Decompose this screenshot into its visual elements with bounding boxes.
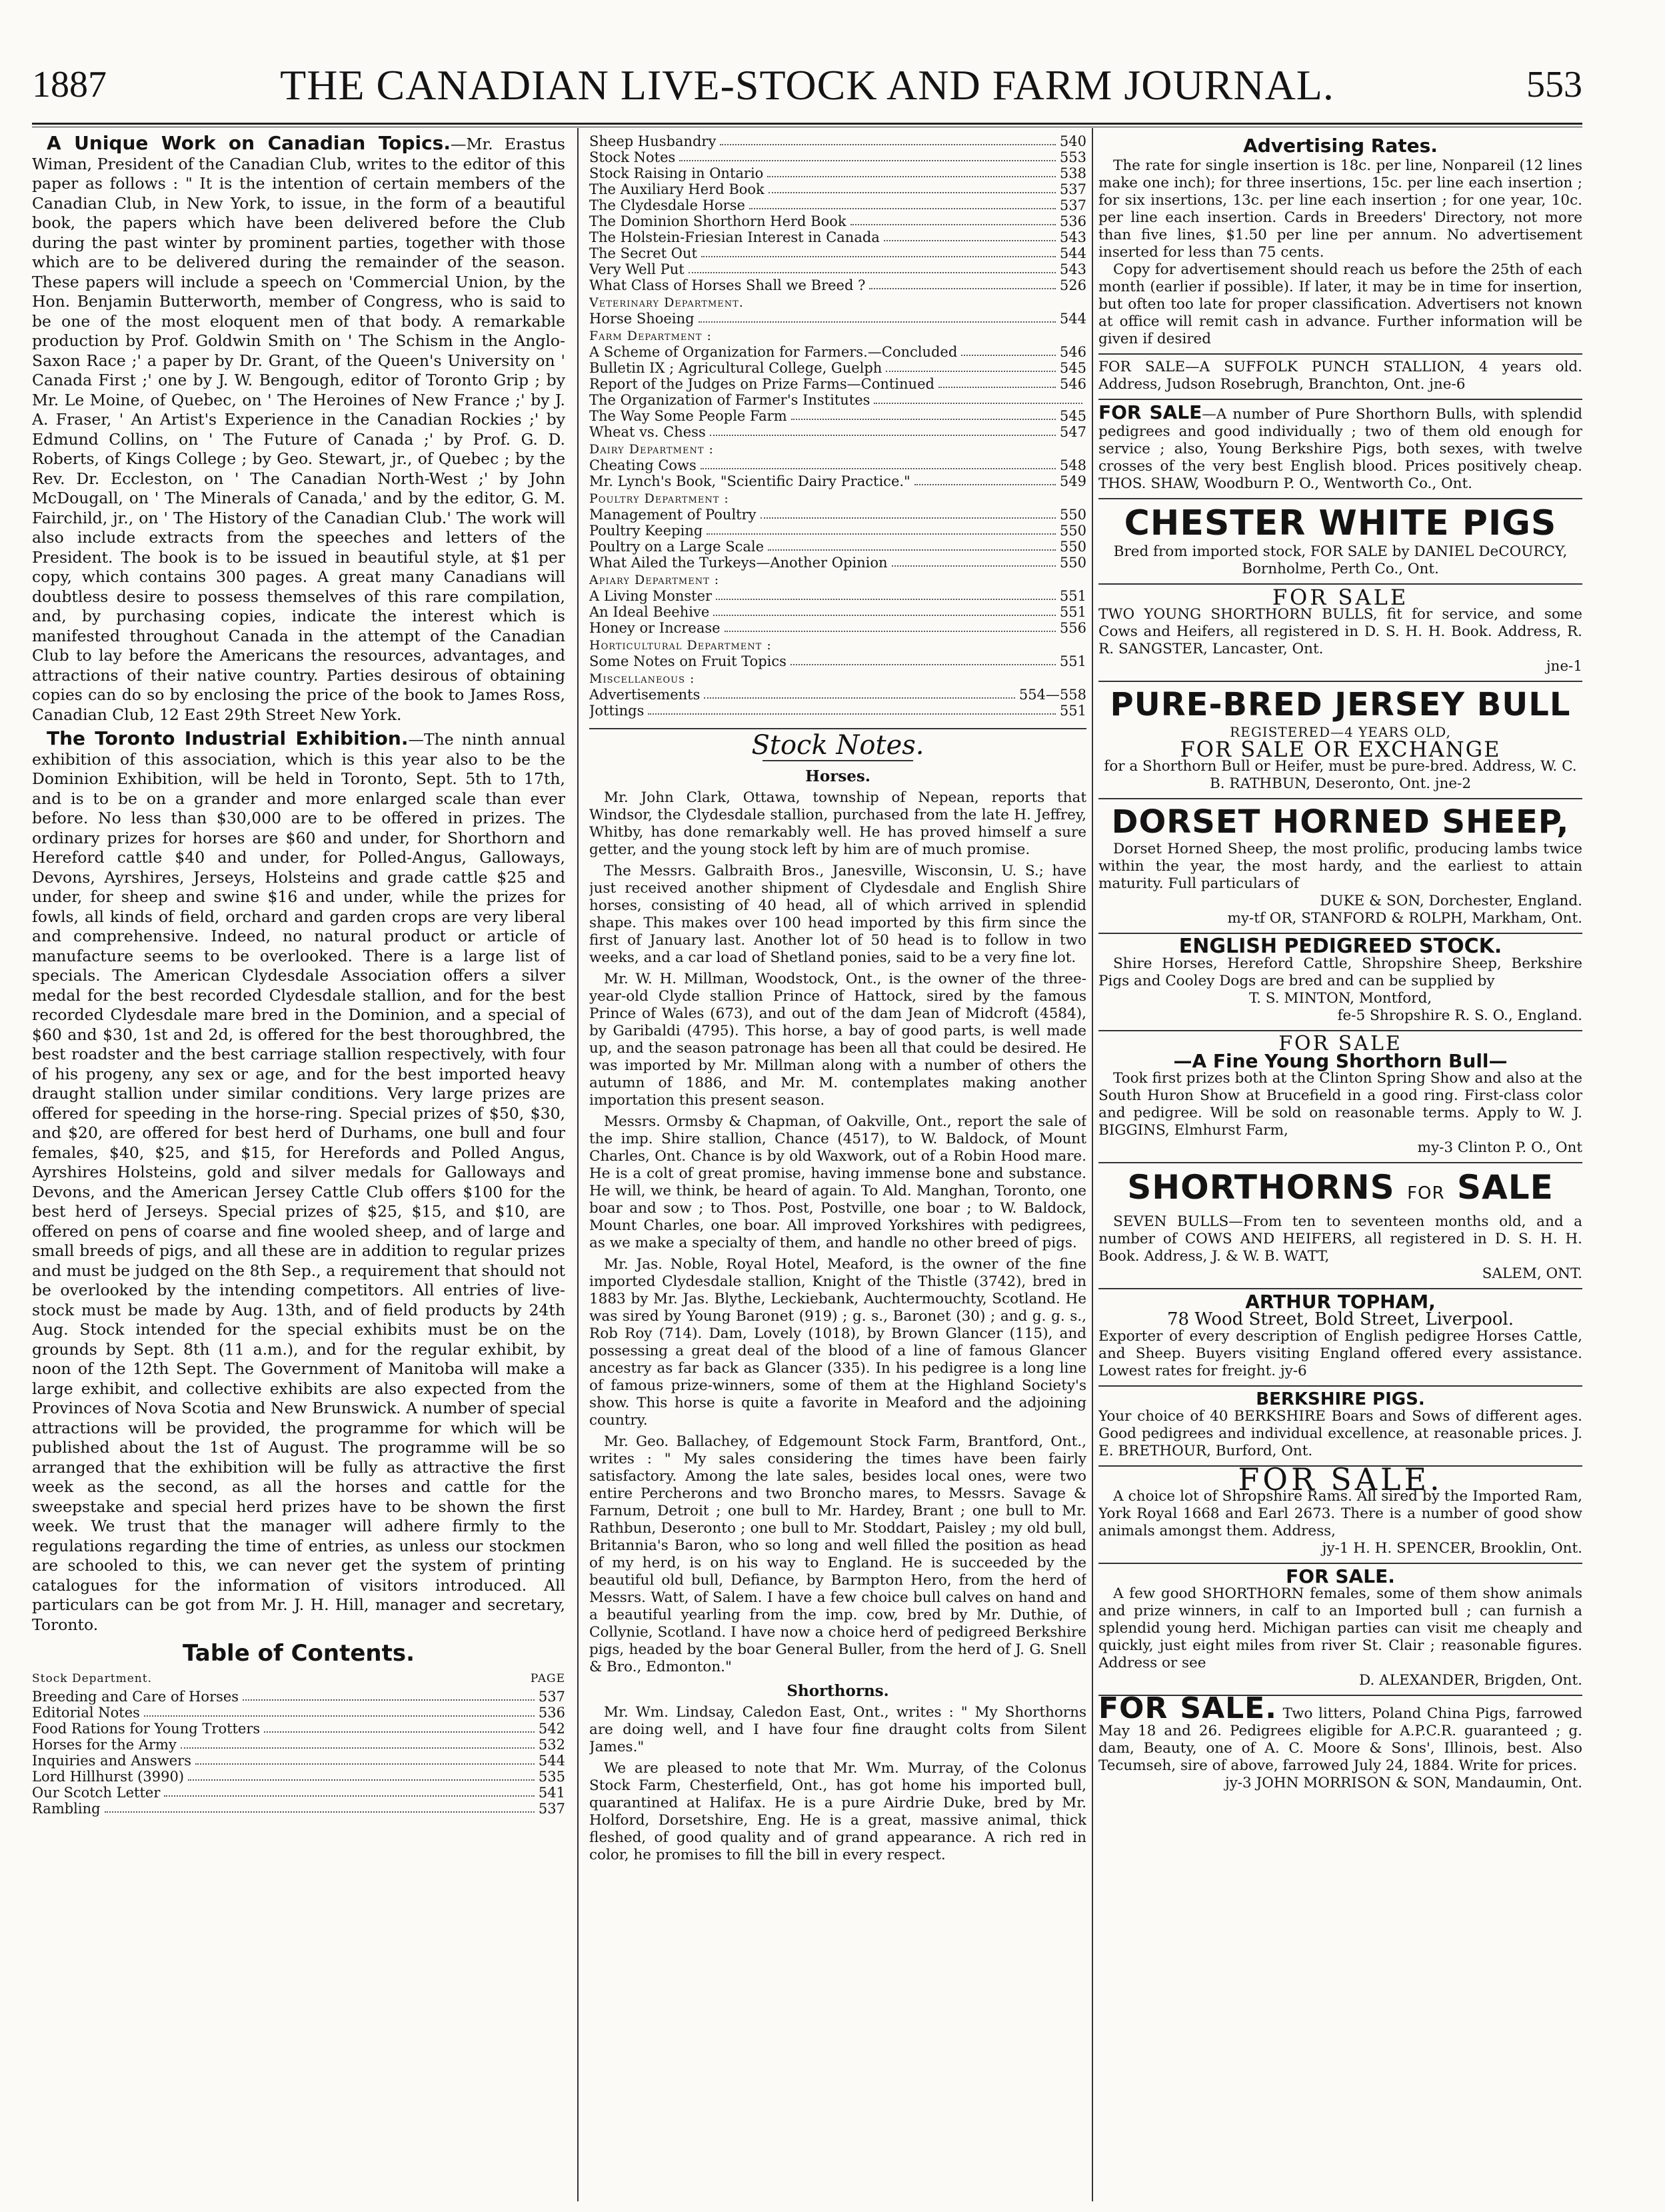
toc-entry-title: A Scheme of Organization for Farmers.—Concluded bbox=[589, 344, 958, 360]
toc-entry bbox=[589, 523, 1086, 539]
toc-leader-dots bbox=[938, 376, 1056, 388]
toc-leader-dots bbox=[701, 245, 1056, 257]
ad-title: FOR SALE bbox=[1098, 401, 1202, 423]
ad-fine-shorthorn-bull bbox=[1098, 1031, 1582, 1163]
toc-entry-title: Sheep Husbandry bbox=[589, 133, 717, 149]
toc-leader-dots bbox=[648, 703, 1056, 715]
toc-entry-page: 551 bbox=[1059, 653, 1086, 669]
toc-list bbox=[589, 133, 1086, 293]
ad-title: ENGLISH PEDIGREED STOCK. bbox=[1178, 935, 1502, 958]
article-body: —Mr. Erastus Wiman, President of the Canadian Club, writes to the editor of this paper as follows : " It is the intention of certain members of the Canadian Club, in New York, to issue, in the form of a beautiful book, the papers which have been delivered before the Club during the past winter by prominent parties, together with those which are to be delivered during the remainder of the season. These papers will include a speech on 'Commercial Union, by the Hon. Benjamin Butterworth, member of Congress, who is said to be one of the most eloquent men of that body. A remarkable production by Prof. Goldwin Smith on ' The Schism in the Anglo-Saxon Race ;' a paper by Dr. Grant, of the Queen's University on ' Canada First ;' one by J. W. Bengough, editor of Toronto Grip ; by Mr. Le Moine, of Quebec, on ' The Heroines of New France ;' by J. A. Fraser, ' An Artist's Experience in the Canadian Rockies ;' by Edmund Collins, on ' The Future of Canada ;' by Prof. G. D. Roberts, of Kings College ; by Geo. Stewart, jr., of Quebec ; by the Rev. Dr. Eccleston, on ' The Canadian North-West ;' by John McDougall, on ' The Minerals of Canada,' and by the editor, G. M. Fairchild, jr., on ' The History of the Canadian Club.' The work will also include extracts from the speeches and letters of the President. The book is to be issued in beautiful style, at $1 per copy, which contains 300 pages. A great many Canadians will doubtless desire to possess themselves of this rare compilation, and, by purchasing copies, indicate the interest which is manifested throughout Canada in the attempt of the Canadian Club to lay before the Americans the resources, advantages, and attractions of their native country. Parties desirous of obtaining copies can do so by enclosing the price of the book to James Ross, Canadian Club, 12 East 29th Street New York. bbox=[32, 135, 565, 724]
toc-entry bbox=[589, 539, 1086, 555]
toc-leader-dots bbox=[704, 687, 1014, 699]
toc-entry bbox=[32, 1721, 565, 1737]
toc-category: Stock Department. bbox=[32, 1671, 152, 1685]
toc-entry-title: What Class of Horses Shall we Breed ? bbox=[589, 277, 866, 293]
column-left bbox=[32, 133, 565, 1817]
toc-entry-page: 538 bbox=[1059, 165, 1086, 181]
ad-english-pedigreed-stock bbox=[1098, 934, 1582, 1031]
toc-entry bbox=[32, 1801, 565, 1817]
toc-leader-dots bbox=[716, 588, 1056, 600]
toc-entry-title: Horse Shoeing bbox=[589, 311, 695, 327]
toc-category: Poultry Department : bbox=[589, 491, 729, 506]
toc-entry-page: 548 bbox=[1059, 457, 1086, 473]
ad-body: TWO YOUNG SHORTHORN BULLS, fit for service, and some Cows and Heifers, all registered in D. S. H. H. Book. Address, R. R. SANGSTER, Lancaster, Ont. bbox=[1098, 606, 1582, 657]
toc-entry-page: 554—558 bbox=[1018, 687, 1086, 703]
toc-entry-page: 545 bbox=[1059, 360, 1086, 376]
toc-entry bbox=[32, 1769, 565, 1785]
ad-subtitle: 78 Wood Street, Bold Street, Liverpool. bbox=[1167, 1309, 1514, 1329]
ad-signature: T. S. MINTON, Montford, bbox=[1248, 990, 1432, 1007]
toc-entry-title: Lord Hillhurst (3990) bbox=[32, 1769, 185, 1785]
ad-title bbox=[1098, 1167, 1582, 1213]
toc-entry-page: 541 bbox=[538, 1785, 565, 1801]
ad-young-shorthorn-bulls bbox=[1098, 585, 1582, 682]
toc-entry bbox=[589, 392, 1086, 408]
toc-entry-page: 546 bbox=[1059, 376, 1086, 392]
ad-title: FOR SALE bbox=[1272, 585, 1409, 610]
toc-entry-title: Editorial Notes bbox=[32, 1705, 140, 1721]
toc-entry-title: Honey or Increase bbox=[589, 620, 721, 636]
ad-signature: SALEM, ONT. bbox=[1482, 1265, 1582, 1282]
ad-body: Bred from imported stock, FOR SALE by DANIEL DeCOURCY, Bornholme, Perth Co., Ont. bbox=[1113, 543, 1568, 577]
toc-entry bbox=[32, 1689, 565, 1705]
note-paragraph: Mr. Geo. Ballachey, of Edgemount Stock Farm, Brantford, Ont., writes : " My sales considering the times have been fairly satisfactory. Among the late sales, besides local ones, were two entire Percherons and two Broncho mares, to Messrs. Savage & Farnum, Detroit ; one bull to Mr. Hardey, Brant ; one bull to Mr. Rathbun, Deseronto ; one bull to Mr. Stoddart, Paisley ; my old bull, Britannia's Baron, who so long and well filled the position as head of my herd, is on his way to England. He is succeeded by the beautiful old bull, Defiance, by Barmpton Hero, from the herd of Messrs. Watt, of Salem. I have a few choice bull calves on hand and a beautiful yearling from the imp. cow, bred by Mr. Duthie, of Collynie, Scotland. I have now a choice herd of pedigreed Berkshire pigs, headed by the boar General Buller, from the herd of J. G. Snell & Bro., Edmonton." bbox=[589, 1433, 1086, 1675]
page-header bbox=[32, 57, 1582, 121]
toc-entry-page: 546 bbox=[1059, 344, 1086, 360]
toc-entry bbox=[589, 149, 1086, 165]
toc-entry bbox=[589, 245, 1086, 261]
toc-leader-dots bbox=[188, 1769, 535, 1781]
ad-jersey-bull bbox=[1098, 682, 1582, 799]
toc-entry bbox=[589, 588, 1086, 604]
ad-subtitle: FOR SALE OR EXCHANGE bbox=[1180, 737, 1501, 762]
toc-entry-page: 551 bbox=[1059, 588, 1086, 604]
ad-body: A few good SHORTHORN females, some of them show animals and prize winners, in calf to an Imported bull ; can furnish a splendid young herd. Michigan parties can visit me cheaply and quickly, just eight miles from river St. Clair ; reasonable figures. Address or see bbox=[1098, 1585, 1582, 1671]
toc-leader-dots bbox=[886, 360, 1056, 372]
toc-entry-title: Food Rations for Young Trotters bbox=[32, 1721, 261, 1737]
toc-entry-page: 550 bbox=[1059, 555, 1086, 571]
toc-entry-title: The Dominion Shorthorn Herd Book bbox=[589, 213, 846, 229]
toc-entry bbox=[589, 344, 1086, 360]
toc-entry-page: 537 bbox=[1059, 197, 1086, 213]
toc-entry-title: Bulletin IX ; Agricultural College, Guelph bbox=[589, 360, 882, 376]
toc-entry-title: The Clydesdale Horse bbox=[589, 197, 745, 213]
article-unique-work bbox=[32, 133, 565, 725]
subheading-shorthorns: Shorthorns. bbox=[787, 1681, 889, 1700]
ad-signature: my-3 Clinton P. O., Ont bbox=[1417, 1139, 1582, 1156]
ad-body: SEVEN BULLS—From ten to seventeen months old, and a number of COWS AND HEIFERS, all registered in D. S. H. H. Book. Address, J. & W. B. WATT, bbox=[1098, 1213, 1582, 1265]
toc-leader-dots bbox=[144, 1705, 535, 1717]
toc-entry-page: 536 bbox=[538, 1705, 565, 1721]
toc-entry-title: Very Well Put bbox=[589, 261, 685, 277]
toc-entry-title: The Holstein-Friesian Interest in Canada bbox=[589, 229, 880, 245]
toc-entry bbox=[589, 261, 1086, 277]
toc-leader-dots bbox=[961, 344, 1056, 356]
toc-entry-page: 537 bbox=[1059, 181, 1086, 197]
note-paragraph: Mr. John Clark, Ottawa, township of Nepean, reports that Windsor, the Clydesdale stallion, purchased from the late H. Jeffrey, Whitby, has done remarkably well. He has proved himself a sure getter, and the young stock left by him are of much promise. bbox=[589, 789, 1086, 858]
column-middle bbox=[589, 133, 1086, 1868]
note-paragraph: Mr. Jas. Noble, Royal Hotel, Meaford, is the owner of the fine imported Clydesdale stallion, Knight of the Thistle (3742), bred in 1883 by Mr. Jas. Blythe, Leckiebank, Auchtermouchty, Scotland. He was sired by Young Baronet (919) ; g. s., Baronet (30) ; and g. g. s., Rob Roy (714). Dam, Lovely (1018), by Brown Glancer (115), and possessing a great deal of the blood of a line of famous Glancer ancestry as far back as Glancer (335). In his pedigree is a long line of famous prize-winners, some of them at the Highland Society's show. This horse is quite a favorite in Meaford and the adjoining country. bbox=[589, 1255, 1086, 1429]
ad-title: FOR SALE. bbox=[1286, 1565, 1395, 1587]
toc-entry bbox=[589, 408, 1086, 424]
ad-title: Advertising Rates. bbox=[1243, 135, 1438, 157]
ad-title-word: FOR bbox=[1407, 1183, 1445, 1203]
toc-entry-page: 535 bbox=[538, 1769, 565, 1785]
toc-entry-title: Inquiries and Answers bbox=[32, 1753, 191, 1769]
toc-entry-title: Wheat vs. Chess bbox=[589, 424, 706, 440]
toc-header bbox=[32, 1669, 565, 1689]
header-year: 1887 bbox=[32, 64, 107, 105]
toc-entry-title: Poultry on a Large Scale bbox=[589, 539, 765, 555]
ad-advertising-rates bbox=[1098, 133, 1582, 355]
journal-title: THE CANADIAN LIVE-STOCK AND FARM JOURNAL. bbox=[280, 61, 1334, 109]
toc-leader-dots bbox=[699, 311, 1056, 323]
toc-entry-page: 542 bbox=[538, 1721, 565, 1737]
ad-arthur-topham bbox=[1098, 1289, 1582, 1387]
ad-shorthorn-bulls bbox=[1098, 400, 1582, 499]
ad-signature: DUKE & SON, Dorchester, England. bbox=[1320, 893, 1582, 909]
stock-notes-title: Stock Notes. bbox=[751, 730, 924, 761]
toc-entry bbox=[589, 620, 1086, 636]
ad-signature: jy-1 H. H. SPENCER, Brooklin, Ont. bbox=[1322, 1540, 1582, 1557]
toc-entry-page: 537 bbox=[538, 1801, 565, 1817]
toc-list bbox=[589, 653, 1086, 669]
ad-dorset-sheep bbox=[1098, 799, 1582, 934]
toc-entry bbox=[589, 133, 1086, 149]
toc-list bbox=[32, 1689, 565, 1817]
toc-entry-page: 544 bbox=[538, 1753, 565, 1769]
ad-title: PURE-BRED JERSEY BULL bbox=[1110, 686, 1571, 723]
toc-leader-dots bbox=[264, 1721, 535, 1733]
ad-suffolk-stallion bbox=[1098, 355, 1582, 400]
toc-category: Veterinary Department. bbox=[589, 295, 744, 310]
toc-entry-title: The Way Some People Farm bbox=[589, 408, 787, 424]
toc-entry-page: 544 bbox=[1059, 311, 1086, 327]
toc-title: Table of Contents. bbox=[182, 1640, 415, 1667]
toc-leader-dots bbox=[869, 277, 1056, 289]
toc-entry-title: Poultry Keeping bbox=[589, 523, 703, 539]
toc-entry bbox=[589, 507, 1086, 523]
toc-entry bbox=[589, 229, 1086, 245]
ad-poland-china-pigs bbox=[1098, 1691, 1582, 1797]
ad-body: FOR SALE—A SUFFOLK PUNCH STALLION, 4 years old. Address, Judson Rosebrugh, Branchton, Ont. jne-6 bbox=[1098, 359, 1582, 393]
ad-subtitle: —A Fine Young Shorthorn Bull— bbox=[1173, 1050, 1508, 1072]
page-number: 553 bbox=[1526, 64, 1582, 105]
toc-entry-page: 544 bbox=[1059, 245, 1086, 261]
article-toronto-exhibition bbox=[32, 729, 565, 1635]
toc-entry-title: The Secret Out bbox=[589, 245, 697, 261]
toc-leader-dots bbox=[791, 408, 1056, 420]
ad-body: A choice lot of Shropshire Rams. All sired by the Imported Ram, York Royal 1668 and Earl 2673. There is a number of good show animals amongst them. Address, bbox=[1098, 1488, 1582, 1539]
toc-entry bbox=[589, 457, 1086, 473]
column-divider bbox=[577, 128, 579, 2201]
ad-body: The rate for single insertion is 18c. per line, Nonpareil (12 lines make one inch); for three insertions, 15c. per line each insertion ; for six insertions, 13c. per line each insertion ; for one year, 10c. per line each insertion. Cards in Breeders' Directory, not more than five lines, $1.50 per line per annum. No advertisement inserted for less than 75 cents. bbox=[1098, 157, 1582, 261]
toc-entry-title: An Ideal Beehive bbox=[589, 604, 710, 620]
ad-title: BERKSHIRE PIGS. bbox=[1256, 1389, 1425, 1409]
toc-entry-title: The Auxiliary Herd Book bbox=[589, 181, 765, 197]
toc-leader-dots bbox=[707, 523, 1056, 535]
ad-body: Dorset Horned Sheep, the most prolific, producing lambs twice within the year, the most hardy, and the earliest to attain maturity. Full particulars of bbox=[1098, 841, 1582, 892]
ad-body: Took first prizes both at the Clinton Spring Show and also at the South Huron Show at Brucefield in a good ring. First-class color and pedigree. Will be sold on reasonable terms. Apply to W. J. BIGGINS, Elmhurst Farm, bbox=[1098, 1070, 1582, 1139]
ad-body: Copy for advertisement should reach us before the 25th of each month (earlier if possible). If later, it may be in time for insertion, but often too late for proper classification. Advertisers not known at office will remit cash in advance. Further information will be given if desired bbox=[1098, 261, 1582, 347]
toc-entry-title: Our Scotch Letter bbox=[32, 1785, 161, 1801]
toc-category: Farm Department : bbox=[589, 329, 712, 343]
ad-berkshire-pigs bbox=[1098, 1387, 1582, 1467]
note-paragraph: The Messrs. Galbraith Bros., Janesville, Wisconsin, U. S.; have just received another shipment of Clydesdale and English Shire horses, consisting of 40 head, all of which arrived in splendid shape. This makes over 100 head imported by this firm since the first of January last. Another lot of 50 head is to follow in two weeks, and a car load of Shetland ponies, said to be a very fine lot. bbox=[589, 862, 1086, 966]
toc-entry-page: 551 bbox=[1059, 703, 1086, 719]
toc-entry-title: A Living Monster bbox=[589, 588, 713, 604]
toc-entry bbox=[589, 555, 1086, 571]
toc-entry bbox=[589, 311, 1086, 327]
toc-entry-title: Jottings bbox=[589, 703, 645, 719]
ad-body: for a Shorthorn Bull or Heifer, must be pure-bred. Address, W. C. B. RATHBUN, Deseronto, Ont. jne-2 bbox=[1104, 758, 1577, 792]
toc-entry bbox=[589, 473, 1086, 489]
toc-entry-page: 550 bbox=[1059, 523, 1086, 539]
toc-entry-page: 543 bbox=[1059, 229, 1086, 245]
toc-entry-page: 536 bbox=[1059, 213, 1086, 229]
toc-leader-dots bbox=[791, 653, 1056, 665]
toc-leader-dots bbox=[769, 181, 1056, 193]
toc-leader-dots bbox=[767, 165, 1056, 177]
toc-entry-title: Some Notes on Fruit Topics bbox=[589, 653, 787, 669]
ad-shorthorns-for-sale bbox=[1098, 1163, 1582, 1289]
toc-list bbox=[589, 311, 1086, 327]
toc-entry-page: 556 bbox=[1059, 620, 1086, 636]
toc-leader-dots bbox=[105, 1801, 535, 1813]
toc-leader-dots bbox=[874, 392, 1082, 404]
toc-leader-dots bbox=[701, 457, 1056, 469]
ad-title: DORSET HORNED SHEEP, bbox=[1111, 803, 1570, 841]
subheading-horses: Horses. bbox=[805, 767, 870, 785]
article-heading: A Unique Work on Canadian Topics. bbox=[47, 133, 451, 154]
toc-entry-page: 532 bbox=[538, 1737, 565, 1753]
toc-leader-dots bbox=[679, 149, 1056, 161]
section-rule bbox=[589, 728, 1086, 729]
ad-body: Exporter of every description of English pedigree Horses Cattle, and Sheep. Buyers visiting England offered every assistance. Lowest rates for freight. jy-6 bbox=[1098, 1328, 1582, 1379]
toc-entry bbox=[589, 604, 1086, 620]
ad-shropshire-rams bbox=[1098, 1461, 1582, 1564]
toc-leader-dots bbox=[720, 133, 1056, 145]
toc-entry-title: Rambling bbox=[32, 1801, 101, 1817]
toc-entry bbox=[589, 213, 1086, 229]
toc-list bbox=[589, 687, 1086, 719]
ad-title: FOR SALE bbox=[1278, 1032, 1402, 1055]
toc-entry bbox=[589, 197, 1086, 213]
note-paragraph: Mr. W. H. Millman, Woodstock, Ont., is the owner of the three-year-old Clyde stallion Prince of Hattock, sired by the famous Prince of Wales (673), and out of the dam Jean of Midcroft (4584), by Garibaldi (4795). This horse, a bay of good parts, is well made up, and the season patronage has been all that could be desired. He was imported by Mr. Millman along with a number of others the autumn of 1886, and Mr. M. contemplates making another importation this present season. bbox=[589, 970, 1086, 1109]
ad-subtitle: REGISTERED—4 YEARS OLD, bbox=[1230, 724, 1451, 740]
toc-entry bbox=[589, 376, 1086, 392]
toc-entry-page: 545 bbox=[1059, 408, 1086, 424]
toc-leader-dots bbox=[914, 473, 1056, 485]
toc-entry-title: Advertisements bbox=[589, 687, 701, 703]
toc-entry-title: Report of the Judges on Prize Farms—Continued bbox=[589, 376, 934, 392]
toc-leader-dots bbox=[243, 1689, 535, 1701]
toc-leader-dots bbox=[749, 197, 1056, 209]
toc-leader-dots bbox=[689, 261, 1056, 273]
toc-leader-dots bbox=[713, 604, 1056, 616]
toc-entry-title: Cheating Cows bbox=[589, 457, 697, 473]
toc-entry-page: 551 bbox=[1059, 604, 1086, 620]
toc-entry bbox=[589, 181, 1086, 197]
toc-entry bbox=[589, 165, 1086, 181]
ad-title: ARTHUR TOPHAM, bbox=[1245, 1291, 1436, 1313]
toc-entry-title: Stock Notes bbox=[589, 149, 676, 165]
toc-entry-title: Stock Raising in Ontario bbox=[589, 165, 764, 181]
toc-list bbox=[589, 344, 1086, 440]
ad-code: jne-1 bbox=[1546, 658, 1582, 675]
toc-entry bbox=[589, 424, 1086, 440]
stock-notes bbox=[589, 768, 1086, 1864]
note-paragraph: We are pleased to note that Mr. Wm. Murray, of the Colonus Stock Farm, Chesterfield, Ont., has got home his imported bull, quarantined at Halifax. He is a pure Airdrie Duke, bred by Mr. Holford, Dorsetshire, Eng. He is a great, massive animal, thick fleshed, of good quality and of grand appearance. A rich red in color, he promises to fill the bill in every respect. bbox=[589, 1759, 1086, 1863]
toc-category: Dairy Department : bbox=[589, 442, 714, 457]
ad-body: Shire Horses, Hereford Cattle, Shropshire Sheep, Berkshire Pigs and Cooley Dogs are bred and can be supplied by bbox=[1098, 955, 1582, 989]
toc-leader-dots bbox=[884, 229, 1056, 241]
ad-title: FOR SALE. bbox=[1098, 1691, 1277, 1725]
toc-page-label: PAGE bbox=[530, 1671, 565, 1685]
toc-entry-page: 526 bbox=[1059, 277, 1086, 293]
column-right bbox=[1098, 133, 1582, 1797]
ad-signature: my-tf OR, STANFORD & ROLPH, Markham, Ont. bbox=[1227, 910, 1582, 927]
toc-entry-title: What Ailed the Turkeys—Another Opinion bbox=[589, 555, 888, 571]
toc-category: Horticultural Department : bbox=[589, 638, 772, 653]
toc-entry bbox=[589, 703, 1086, 719]
toc-leader-dots bbox=[195, 1753, 535, 1765]
toc-entry bbox=[32, 1737, 565, 1753]
column-divider bbox=[1092, 128, 1093, 2201]
toc-entry-title: Management of Poultry bbox=[589, 507, 757, 523]
toc-leader-dots bbox=[710, 424, 1056, 436]
toc-entry bbox=[32, 1785, 565, 1801]
toc-list bbox=[589, 588, 1086, 636]
ad-title-word: SALE bbox=[1457, 1168, 1554, 1207]
toc-leader-dots bbox=[164, 1785, 535, 1797]
note-paragraph: Messrs. Ormsby & Chapman, of Oakville, Ont., report the sale of the imp. Shire stallion, Chance (4517), to W. Baldock, of Mount Charles, Ont. Chance is by old Waxwork, out of a Robin Hood mare. He is a colt of great promise, having immense bone and substance. He will, we think, be heard of again. To Ald. Manghan, Toronto, one boar and sow ; to Thos. Post, Postville, one boar ; to W. Baldock, Mount Charles, one boar. All improved Yorkshires with pedigrees, as we make a specialty of them, and handle no other breed of pigs. bbox=[589, 1113, 1086, 1251]
toc-entry-page: 540 bbox=[1059, 133, 1086, 149]
ad-body: Your choice of 40 BERKSHIRE Boars and Sows of different ages. Good pedigrees and individual excellence, at reasonable prices. J. E. BRETHOUR, Burford, Ont. bbox=[1098, 1408, 1582, 1459]
toc-entry-page: 550 bbox=[1059, 539, 1086, 555]
ad-title: FOR SALE. bbox=[1238, 1461, 1443, 1497]
header-rule bbox=[32, 123, 1582, 125]
toc-leader-dots bbox=[181, 1737, 535, 1749]
ad-body: Two litters, Poland China Pigs, farrowed May 18 and 26. Pedigrees eligible for A.P.C.R. guaranteed ; g. dam, Beauty, one of A. C. Moore & Sons', Illinois, best. Also Tecumseh, sire of above, farrowed July 24, 1884. Write for prices. bbox=[1098, 1705, 1582, 1774]
toc-entry bbox=[32, 1705, 565, 1721]
article-body: —The ninth annual exhibition of this association, which is this year also to be the Dominion Exhibition, will be held in Toronto, Sept. 5th to 17th, and is to be on a grander and more enlarged scale than ever before. No less than $30,000 are to be offered in prizes. The ordinary prizes for horses are $60 and under, for Shorthorn and Hereford cattle $40 and under, for Polled-Angus, Galloways, Devons, Ayrshires, Jerseys, Holsteins and grade cattle $25 and under, for sheep and swine $16 and under, while the prizes for fowls, all kinds of field, orchard and garden crops are very liberal and comprehensive. Indeed, no natural product or article of manufacture seems to be overlooked. There is a large list of specials. The American Clydesdale Association offers a silver medal for the best recorded Clydesdale stallion, and for the best recorded Clydesdale mare bred in the Dominion, and a special of $60 and $30, 1st and 2d, is offered for the best thoroughbred, the best roadster and the best carriage stallion respectively, with four of his progeny, any sex or age, and for the best imported heavy draught stallion under similar conditions. Very large prizes are offered for speeding in the horse-ring. Special prizes of $50, $30, and $20, are offered for best herd of Durhams, one bull and four females, $40, $25, and $15, for Herefords and Polled Angus, Ayrshires Holsteins, gold and silver medals for Galloways and Devons, and the American Jersey Cattle Club offers $100 for the best herd of Jerseys. Special prizes of $25, $15, and $10, are offered on pens of coarse and fine wooled sheep, and of large and small breeds of pigs, and all these are in addition to regular prizes and must be judged on the 8th Sep., a requirement that should not be overlooked by the intending competitors. All entries of live-stock must be made by Aug. 13th, and of field products by 24th Aug. Stock intended for the special exhibits must be on the grounds by Sept. 8th (11 a.m.), and for the regular exhibit, by noon of the 12th Sept. The Government of Manitoba will make a large exhibit, and collective exhibits are also expected from the Provinces of Nova Scotia and New Brunswick. A number of special attractions will be provided, the programme for which will be published about the 1st of August. The programme will be so arranged that the exhibition will be fully as attractive the first week as the second, as all the horses and cattle for the sweepstake and special herd prizes have to be shown the first week. We trust that the manager will adhere firmly to the regulations regarding the time of entries, as unless our stockmen are schooled to this, we can never get the system of printing catalogues for the information of visitors introduced. All particulars can be got from Mr. J. H. Hill, manager and secretary, Toronto. bbox=[32, 730, 565, 1634]
toc-entry bbox=[589, 277, 1086, 293]
toc-leader-dots bbox=[850, 213, 1056, 225]
ad-signature: jy-3 JOHN MORRISON & SON, Mandaumin, Ont. bbox=[1224, 1775, 1582, 1791]
ad-body: —A number of Pure Shorthorn Bulls, with splendid pedigrees and good individually ; two of them old enough for service ; also, Young Berkshire Pigs, both sexes, with twelve crosses of the very best English blood. Prices positively cheap. THOS. SHAW, Woodburn P. O., Wentworth Co., Ont. bbox=[1098, 406, 1582, 492]
toc-leader-dots bbox=[768, 539, 1056, 551]
ad-title: CHESTER WHITE PIGS bbox=[1124, 503, 1557, 543]
ad-signature: fe-5 Shropshire R. S. O., England. bbox=[1337, 1007, 1582, 1024]
toc-leader-dots bbox=[761, 507, 1056, 519]
toc-list bbox=[589, 507, 1086, 571]
toc-entry-page: 543 bbox=[1059, 261, 1086, 277]
ad-title-word: SHORTHORNS bbox=[1127, 1168, 1395, 1207]
toc-leader-dots bbox=[892, 555, 1056, 567]
toc-entry bbox=[32, 1753, 565, 1769]
toc-leader-dots bbox=[725, 620, 1056, 632]
ad-chester-white-pigs bbox=[1098, 499, 1582, 585]
toc-entry-page: 553 bbox=[1059, 149, 1086, 165]
toc-entry-title: The Organization of Farmer's Institutes bbox=[589, 392, 870, 408]
toc-list bbox=[589, 457, 1086, 489]
toc-entry-title: Mr. Lynch's Book, "Scientific Dairy Practice." bbox=[589, 473, 910, 489]
toc-entry-page: 549 bbox=[1059, 473, 1086, 489]
toc-category: Miscellaneous : bbox=[589, 671, 695, 686]
toc-entry bbox=[589, 653, 1086, 669]
ad-shorthorn-females bbox=[1098, 1564, 1582, 1696]
ad-signature: D. ALEXANDER, Brigden, Ont. bbox=[1359, 1672, 1582, 1689]
toc-entry bbox=[589, 360, 1086, 376]
article-heading: The Toronto Industrial Exhibition. bbox=[47, 727, 409, 749]
toc-entry-page: 547 bbox=[1059, 424, 1086, 440]
toc-entry-title: Horses for the Army bbox=[32, 1737, 177, 1753]
toc-entry-title: Breeding and Care of Horses bbox=[32, 1689, 239, 1705]
note-paragraph: Mr. Wm. Lindsay, Caledon East, Ont., writes : " My Shorthorns are doing well, and I have four fine draught colts from Silent James." bbox=[589, 1703, 1086, 1755]
toc-entry-page: 550 bbox=[1059, 507, 1086, 523]
toc-category: Apiary Department : bbox=[589, 573, 720, 587]
toc-entry-page: 537 bbox=[538, 1689, 565, 1705]
toc-entry bbox=[589, 687, 1086, 703]
